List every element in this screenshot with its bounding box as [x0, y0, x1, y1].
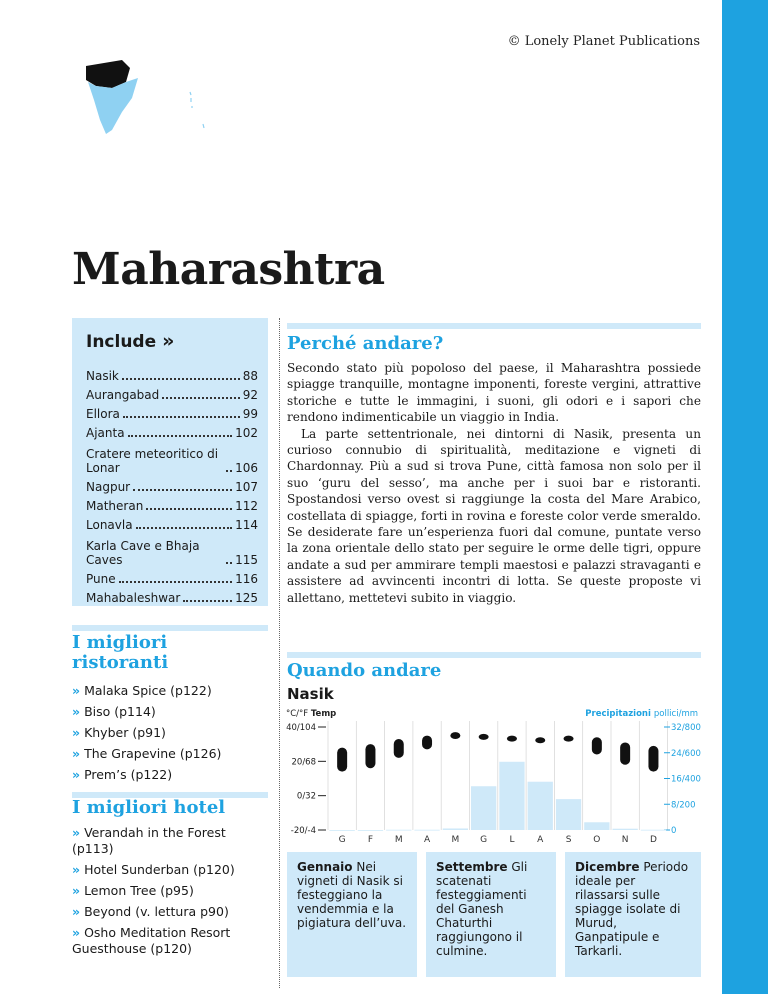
temp-unit-label: °C/°F Temp	[286, 709, 337, 719]
rain-bar	[499, 762, 524, 830]
restaurants-item-label: Prem’s (p122)	[84, 767, 173, 782]
chevron-right-icon: »	[72, 862, 81, 877]
copyright-notice: © Lonely Planet Publications	[507, 34, 700, 49]
hotels-item[interactable]	[72, 825, 268, 857]
temp-range-bar	[394, 739, 404, 758]
india-locator-map	[82, 58, 212, 138]
include-item-page: 107	[235, 480, 258, 494]
temp-range-bar	[479, 734, 489, 740]
include-item-name: Lonavla	[86, 518, 133, 532]
month-label: O	[593, 835, 601, 845]
chevron-right-icon: »	[72, 883, 81, 898]
side-color-stripe	[722, 0, 768, 994]
restaurants-item-label: Khyber (p91)	[84, 725, 166, 740]
include-item-page: 106	[235, 461, 258, 475]
leader-dots	[226, 562, 232, 564]
include-item	[86, 475, 258, 494]
chevron-right-icon: »	[72, 767, 81, 782]
rain-axis-unit: pollici/mm	[653, 709, 698, 719]
rain-axis-title: Precipitazioni	[585, 709, 654, 719]
rain-bar	[471, 786, 496, 830]
month-label: M	[394, 835, 403, 845]
chevron-right-icon: »	[72, 704, 81, 719]
leader-dots	[146, 508, 232, 510]
double-chevron-icon: »	[162, 330, 175, 352]
include-item-name: Nasik	[86, 369, 119, 383]
rain-tick-label: 16/400	[671, 774, 701, 785]
caption-january: Gennaio Nei vigneti di Nasik si festeggiano la vendemmia e la pigiatura dell’uva.	[287, 852, 417, 977]
temp-tick-label: 20/68	[291, 757, 316, 768]
temp-tick-label: -20/-4	[290, 826, 316, 836]
temp-range-bar	[592, 737, 602, 754]
include-item-name: Ajanta	[86, 426, 125, 440]
why-paragraph-2: La parte settentrionale, nei dintorni di Nasik, presenta un curioso connubio di spiritualità, meditazione e vigneti di Chardonnay. Più a sud si trova Pune, città famosa non solo per il suo ‘guru del sesso’, ma anche per i suoi bar e ristoranti. Spostandosi verso ovest si raggiunge la costa del Mare Arabico, costellata di spiagge, forti in rovina e foreste color verde smeraldo. Se desiderate fare un’esperienza fuori dal comune, puntate verso la zona orientale dello stato per seguire le orme delle tigri, oppure andate a sud per ammirare templi maestosi e palazzi stravaganti e assistere ad avvincenti incontri di lotta. Se queste proposte vi allettano, mettetevi subito in viaggio.	[287, 426, 701, 605]
leader-dots	[133, 489, 232, 491]
include-item-name: Karla Cave e Bhaja Caves	[86, 539, 200, 567]
temp-range-bar	[507, 736, 517, 742]
include-item	[86, 494, 258, 513]
restaurants-item[interactable]	[72, 725, 268, 741]
include-item-name: Aurangabad	[86, 388, 160, 402]
temp-axis-title: Temp	[310, 709, 337, 719]
leader-dots	[136, 527, 233, 529]
chevron-right-icon: »	[72, 683, 81, 698]
month-label: G	[480, 835, 488, 845]
hotels-item-label: Hotel Sunderban (p120)	[84, 862, 235, 877]
include-heading: Include »	[86, 330, 175, 352]
temp-range-bar	[450, 732, 460, 739]
hotels-item[interactable]	[72, 904, 268, 920]
include-item-page: 116	[235, 572, 258, 586]
climate-chart	[284, 702, 704, 850]
temp-range-bar	[564, 736, 574, 742]
restaurants-heading: I migliori ristoranti	[72, 632, 169, 673]
include-box	[72, 318, 268, 606]
rain-bar	[613, 829, 638, 830]
chevron-right-icon: »	[72, 904, 81, 919]
hotels-item-label: Beyond (v. lettura p90)	[84, 904, 229, 919]
month-label: N	[621, 835, 629, 845]
include-item-page: 112	[235, 499, 258, 513]
temp-range-bar	[422, 736, 432, 750]
rain-bar	[414, 830, 439, 831]
when-rule	[287, 652, 701, 658]
include-item-page: 92	[242, 388, 258, 402]
include-list	[86, 364, 258, 605]
when-heading: Quando andare	[287, 660, 442, 681]
include-item-page: 114	[235, 518, 258, 532]
include-item-name: Matheran	[86, 499, 144, 513]
temp-range-bar	[648, 746, 658, 772]
restaurants-item[interactable]	[72, 683, 268, 699]
include-item	[86, 383, 258, 402]
temp-range-bar	[535, 737, 545, 743]
restaurants-rule	[72, 625, 268, 631]
month-label: L	[509, 835, 515, 845]
hotels-item-label: Verandah in the Forest (p113)	[72, 825, 226, 856]
restaurants-item[interactable]	[72, 704, 268, 720]
leader-dots	[123, 416, 240, 418]
temp-range-bar	[337, 748, 347, 772]
include-item	[86, 364, 258, 383]
month-label: A	[537, 835, 544, 845]
rain-bar	[641, 830, 666, 831]
rain-tick-label: 32/800	[671, 723, 701, 733]
month-label: D	[649, 835, 657, 845]
include-item-name: Ellora	[86, 407, 120, 421]
why-rule	[287, 323, 701, 329]
caption-december: Dicembre Periodo ideale per rilassarsi sulle spiagge isolate di Murud, Ganpatipule e Tarkarli.	[565, 852, 701, 977]
restaurants-item[interactable]	[72, 767, 268, 783]
hotels-item[interactable]	[72, 925, 268, 957]
include-item	[86, 421, 258, 440]
restaurants-item-label: Biso (p114)	[84, 704, 156, 719]
month-label: M	[451, 835, 460, 845]
temp-range-bar	[620, 742, 630, 764]
column-divider	[279, 318, 280, 988]
islands-dots	[190, 92, 204, 128]
hotels-item[interactable]	[72, 883, 268, 899]
why-paragraph-1: Secondo stato più popoloso del paese, il Maharashtra possiede spiagge tranquille, montagne imponenti, foreste vergini, attrattive storiche e tutte le immagini, i suoni, gli odori e i sapori che rendono indimenticabile un viaggio in India.	[287, 361, 701, 425]
hotels-heading: I migliori hotel	[72, 797, 226, 818]
include-item-name: Nagpur	[86, 480, 131, 494]
rain-bar	[386, 830, 411, 831]
temp-tick-label: 40/104	[286, 723, 316, 733]
chevron-right-icon: »	[72, 725, 81, 740]
rain-bar	[528, 782, 553, 830]
why-heading: Perché andare?	[287, 333, 444, 354]
rain-bar	[358, 830, 383, 831]
hotels-list	[72, 825, 268, 962]
rain-unit-label	[585, 709, 698, 719]
chevron-right-icon: »	[72, 925, 81, 940]
include-item-name: Cratere meteoritico di Lonar	[86, 447, 219, 475]
leader-dots	[183, 600, 232, 602]
temp-tick-label: 0/32	[296, 791, 316, 802]
include-item	[86, 513, 258, 532]
include-item	[86, 586, 258, 605]
include-item	[86, 402, 258, 421]
include-item-page: 115	[235, 553, 258, 567]
hotels-item-label: Lemon Tree (p95)	[84, 883, 194, 898]
include-item-page: 102	[235, 426, 258, 440]
leader-dots	[226, 470, 232, 472]
month-label: F	[367, 835, 374, 845]
include-item-name: Pune	[86, 572, 116, 586]
restaurants-list	[72, 683, 268, 788]
chevron-right-icon: »	[72, 746, 81, 761]
caption-september: Settembre Gli scatenati festeggiamenti del Ganesh Chaturthi raggiungono il culmine.	[426, 852, 556, 977]
restaurants-item-label: Malaka Spice (p122)	[84, 683, 212, 698]
temp-range-bar	[365, 744, 375, 768]
leader-dots	[122, 378, 240, 380]
rain-bar	[443, 828, 468, 830]
rain-tick-label: 0	[671, 826, 677, 836]
leader-dots	[119, 581, 232, 583]
include-item-page: 125	[235, 591, 258, 605]
include-item-page: 88	[242, 369, 258, 383]
include-item	[86, 440, 258, 475]
leader-dots	[162, 397, 239, 399]
leader-dots	[128, 435, 233, 437]
include-item	[86, 532, 258, 567]
rain-bar	[584, 822, 609, 830]
rain-bar	[330, 830, 355, 831]
why-text	[287, 360, 701, 606]
include-item-page: 99	[242, 407, 258, 421]
include-item-name: Mahabaleshwar	[86, 591, 181, 605]
hotels-item[interactable]	[72, 862, 268, 878]
restaurants-item[interactable]	[72, 746, 268, 762]
hotels-item-label: Osho Meditation Resort Guesthouse (p120)	[72, 925, 231, 956]
chevron-right-icon: »	[72, 825, 81, 840]
page-title: Maharashtra	[72, 244, 385, 295]
rain-bar	[556, 799, 581, 830]
month-label: A	[423, 835, 431, 845]
month-label: S	[565, 835, 572, 845]
rain-tick-label: 24/600	[671, 748, 701, 759]
month-label: G	[338, 835, 346, 845]
chart-place: Nasik	[287, 685, 334, 703]
restaurants-item-label: The Grapevine (p126)	[84, 746, 222, 761]
include-item	[86, 567, 258, 586]
rain-tick-label: 8/200	[671, 800, 696, 811]
